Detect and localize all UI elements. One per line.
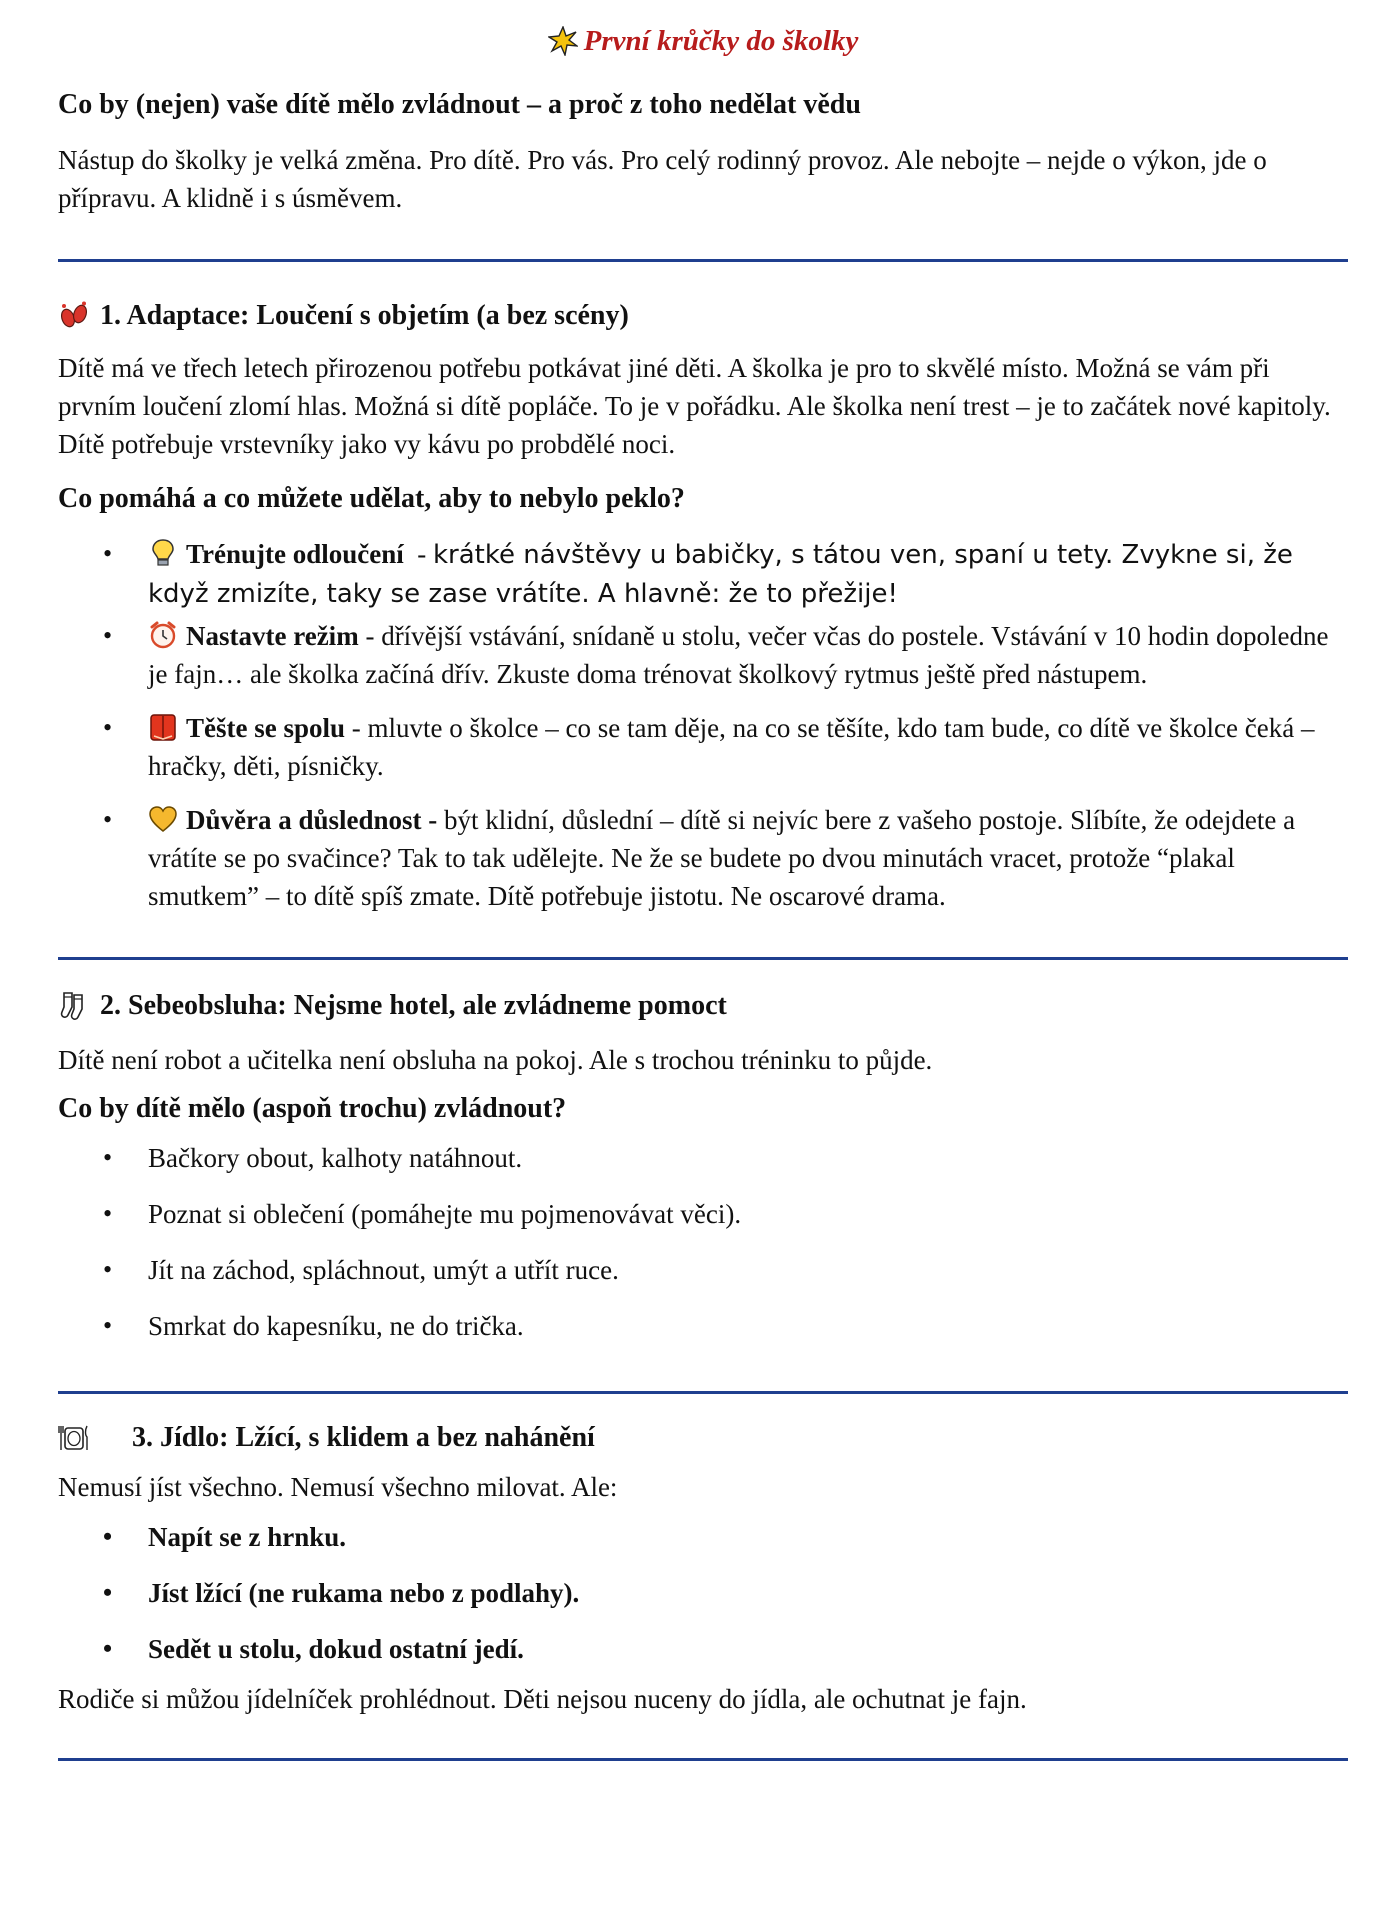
list-item: • Trénujte odloučení - krátké návštěvy u babičky, s tátou ven, spaní u tety. Zvykne si, že když zmizíte, taky se zase vrátíte. A hlavně: že to přežije! [58,535,1348,613]
section-divider [58,1391,1348,1394]
footprints-icon [58,300,94,332]
page-title: První krůčky do školky [583,25,859,57]
section2-heading-text: 2. Sebeobsluha: Nejsme hotel, ale zvládneme pomoct [100,990,727,1021]
list-item: • Jíst lžící (ne rukama nebo z podlahy). [58,1574,1348,1612]
section3-heading-text: 3. Jídlo: Lžící, s klidem a bez nahánění [132,1422,595,1453]
socks-icon [58,990,94,1022]
section3-list [58,1518,1348,1668]
list-item: • Sedět u stolu, dokud ostatní jedí. [58,1630,1348,1668]
section1-list [58,535,1348,915]
list-item: • Smrkat do kapesníku, ne do trička. [58,1307,1348,1345]
list-item: • Jít na záchod, spláchnout, umýt a utřít ruce. [58,1251,1348,1289]
alarm-clock-icon [148,620,178,650]
list-item: • Poznat si oblečení (pomáhejte mu pojmenovávat věci). [58,1195,1348,1233]
section2-question: Co by dítě mělo (aspoň trochu) zvládnout? [58,1093,567,1124]
section-divider [58,1758,1348,1761]
section2-list [58,1139,1348,1345]
section2-paragraph: Dítě není robot a učitelka není obsluha na pokoj. Ale s trochou tréninku to půjde. [58,1045,933,1075]
section3-paragraph: Nemusí jíst všechno. Nemusí všechno milovat. Ale: [58,1472,618,1502]
plate-cutlery-icon [58,1422,126,1454]
list-item: • Nastavte režim - dřívější vstávání, snídaně u stolu, večer včas do postele. Vstávání v 10 hodin dopoledne je fajn… ale školka začíná dřív. Zkuste doma trénovat školkový rytmus ještě před nástupem. [58,617,1348,693]
list-item: • Napít se z hrnku. [58,1518,1348,1556]
document-page [58,0,1348,1761]
intro-paragraph: Nástup do školky je velká změna. Pro dítě. Pro vás. Pro celý rodinný provoz. Ale nebojte – nejde o výkon, jde o přípravu. A klidně i s úsměvem. [58,145,1267,213]
section3-closing: Rodiče si můžou jídelníček prohlédnout. Děti nejsou nuceny do jídla, ale ochutnat je fajn. [58,1684,1027,1714]
section1-question: Co pomáhá a co můžete udělat, aby to nebylo peklo? [58,483,685,514]
lightbulb-icon [148,538,178,568]
section1-paragraph: Dítě má ve třech letech přirozenou potřebu potkávat jiné děti. A školka je pro to skvělé místo. Možná se vám při prvním loučení zlomí hlas. Možná si dítě popláče. To je v pořádku. Ale školka není trest – je to začátek nové kapitoly. Dítě potřebuje vrstevníky jako vy kávu po probdělé noci. [58,353,1331,459]
list-item: • Těšte se spolu - mluvte o školce – co se tam děje, na co se těšíte, kdo tam bude, co dítě ve školce čeká – hračky, děti, písničky. [58,709,1348,785]
list-item: • Bačkory obout, kalhoty natáhnout. [58,1139,1348,1177]
book-icon [148,712,178,742]
section-divider [58,957,1348,960]
heart-icon [148,804,178,834]
title-line [58,25,1348,65]
section1-heading [58,298,1348,334]
sparkle-icon [548,26,578,56]
section2-heading [58,988,1348,1024]
list-item: • Důvěra a důslednost - být klidní, důslední – dítě si nejvíc bere z vašeho postoje. Slíbíte, že odejdete a vrátíte se po svačince? Tak to tak udělejte. Ne že se budete po dvou minutách vracet, protože “plakal smutkem” – to dítě spíš zmate. Dítě potřebuje jistotu. Ne oscarové drama. [58,801,1348,915]
section-divider [58,259,1348,262]
page-subtitle: Co by (nejen) vaše dítě mělo zvládnout – a proč z toho nedělat vědu [58,89,861,120]
section3-heading [58,1420,1348,1456]
section1-heading-text: 1. Adaptace: Loučení s objetím (a bez scény) [100,300,629,331]
